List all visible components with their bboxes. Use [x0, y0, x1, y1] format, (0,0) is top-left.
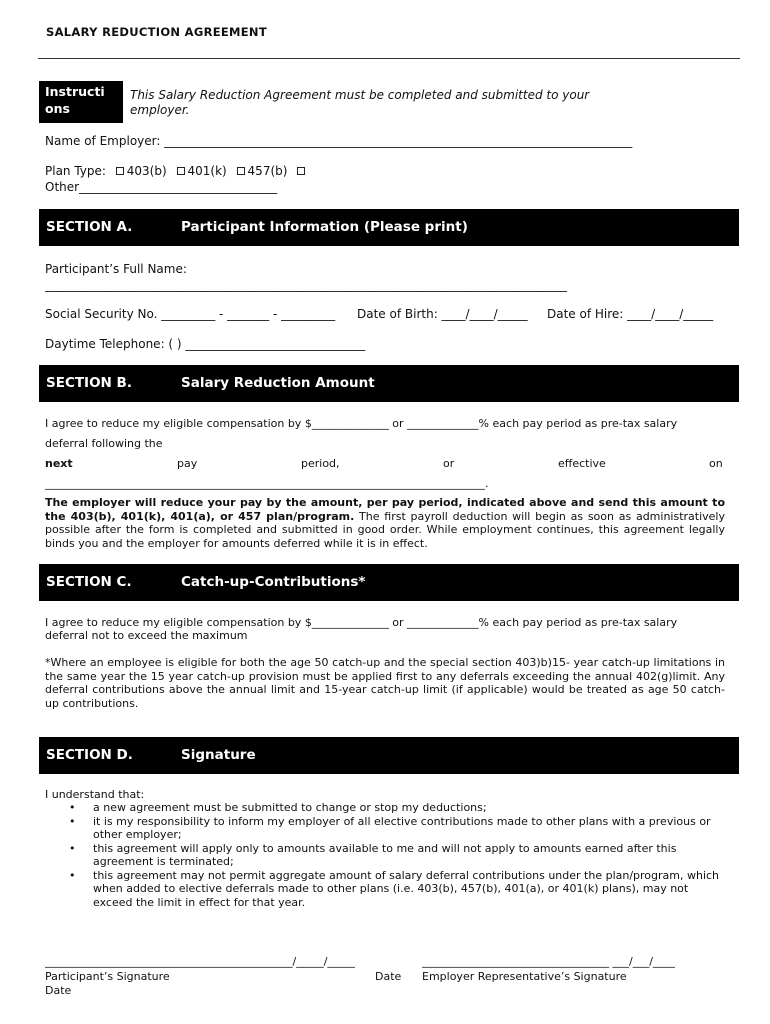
full-name-field[interactable]: _______________________________________________________________________________________ — [45, 278, 567, 292]
ssn-field[interactable]: Social Security No. _________ - _______ - _________ — [45, 307, 336, 321]
title-divider — [38, 58, 740, 59]
phone-field[interactable]: Daytime Telephone: ( ) ______________________________ — [45, 337, 366, 351]
section-c-agree-line[interactable]: I agree to reduce my eligible compensation by $______________ or _____________% each pay period as pre-tax salary — [45, 616, 678, 629]
date-label-2: Date — [45, 984, 72, 997]
date-label-1: Date — [375, 970, 402, 983]
plan-457b-checkbox[interactable] — [237, 167, 245, 175]
instructions-label — [39, 81, 123, 123]
section-d-number: SECTION D. — [46, 747, 133, 763]
section-d-header — [39, 737, 739, 774]
section-c-agree-line2: deferral not to exceed the maximum — [45, 629, 248, 642]
section-b-paragraph — [45, 496, 725, 550]
section-b-normal-text: The first payroll deduction will begin as soon as administratively possible after the form is completed and submitted in good order. While employment continues, this agreement legally binds you and the employer for amounts deferred while it is in effect. — [45, 509, 725, 550]
section-a-number: SECTION A. — [46, 219, 133, 235]
participant-signature-label: Participant’s Signature — [45, 970, 170, 983]
plan-type-row — [45, 164, 308, 178]
plan-other-field[interactable]: Other_________________________________ — [45, 180, 278, 194]
section-a-title: Participant Information (Please print) — [181, 219, 468, 235]
section-a-header — [39, 209, 739, 246]
section-c-header — [39, 564, 739, 601]
word-on: on — [709, 457, 723, 470]
plan-401k-label: 401(k) — [187, 164, 227, 178]
understand-list — [45, 801, 725, 909]
full-name-label: Participant’s Full Name: — [45, 262, 187, 276]
catch-up-note: *Where an employee is eligible for both the age 50 catch-up and the special section 403)b)15- year catch-up limitations in the same year the 15 year catch-up provision must be applied first to any deferrals exceeding the annual 402(g)limit. Any deferral contributions above the annual limit and 15-year catch-up limit (if applicable) would be treated as age 50 catch-up contributions. — [45, 656, 725, 710]
effective-date-field[interactable]: ________________________________________________________________________________. — [45, 477, 489, 490]
section-b-agree-line2: deferral following the — [45, 437, 163, 450]
instructions-label-line2: ons — [45, 101, 70, 116]
word-or: or — [443, 457, 455, 470]
section-c-number: SECTION C. — [46, 574, 132, 590]
form-title: SALARY REDUCTION AGREEMENT — [46, 25, 268, 39]
understand-intro: I understand that: — [45, 788, 145, 801]
section-b-header — [39, 365, 739, 402]
list-item: • a new agreement must be submitted to change or stop my deductions; — [45, 801, 725, 815]
plan-457b-label: 457(b) — [247, 164, 288, 178]
word-pay: pay — [177, 457, 198, 470]
word-next: next — [45, 457, 73, 470]
plan-403b-checkbox[interactable] — [116, 167, 124, 175]
plan-401k-checkbox[interactable] — [177, 167, 185, 175]
section-b-bold-text: The employer will reduce your pay by the amount, per pay period, indicated above and send this amount to the 403(b), 401(k), 401(a), or 457 plan/program. — [45, 496, 725, 523]
plan-403b-label: 403(b) — [126, 164, 167, 178]
dob-field[interactable]: Date of Birth: ____/____/_____ — [357, 307, 528, 321]
instructions-label-line1: Instructi — [45, 84, 105, 99]
section-b-title: Salary Reduction Amount — [181, 375, 375, 391]
participant-signature-field[interactable]: _____________________________________________/_____/_____ — [45, 955, 355, 968]
section-d-title: Signature — [181, 747, 256, 763]
list-item: • it is my responsibility to inform my employer of all elective contributions made to other plans with a previous or other employer; — [45, 815, 725, 842]
hire-date-field[interactable]: Date of Hire: ____/____/_____ — [547, 307, 714, 321]
plan-type-label: Plan Type: — [45, 164, 106, 178]
section-b-number: SECTION B. — [46, 375, 132, 391]
section-c-title: Catch-up-Contributions* — [181, 574, 366, 590]
employer-signature-label: Employer Representative’s Signature — [422, 970, 627, 983]
employer-signature-field[interactable]: __________________________________ ___/___/____ — [422, 955, 675, 968]
instructions-text: This Salary Reduction Agreement must be completed and submitted to your employer. — [130, 88, 590, 117]
employer-name-field[interactable]: Name of Employer: ______________________________________________________________________________ — [45, 134, 633, 148]
plan-other-checkbox[interactable] — [297, 167, 305, 175]
list-item: • this agreement will apply only to amounts available to me and will not apply to amounts earned after this agreement is terminated; — [45, 842, 725, 869]
list-item: • this agreement may not permit aggregate amount of salary deferral contributions under the plan/program, which when added to elective deferrals made to other plans (i.e. 403(b), 457(b), 401(a), or 401(k) plans), may not exceed the limit in effect for that year. — [45, 869, 725, 910]
word-effective: effective — [558, 457, 606, 470]
word-period: period, — [301, 457, 340, 470]
section-b-agree-line[interactable]: I agree to reduce my eligible compensation by $______________ or _____________% each pay period as pre-tax salary — [45, 417, 678, 430]
